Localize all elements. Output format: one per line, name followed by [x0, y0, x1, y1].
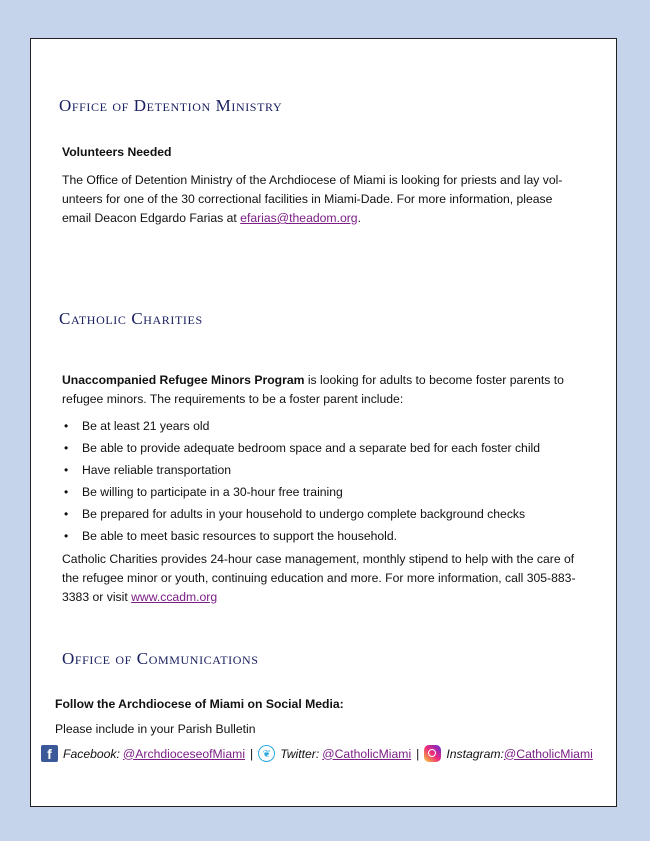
- communications-heading: Office of Communications: [62, 649, 259, 668]
- twitter-icon: ❦: [258, 745, 275, 762]
- bulletin-page: [30, 38, 617, 807]
- facebook-icon: f: [41, 745, 58, 762]
- program-name: Unaccompanied Refugee Minors Program: [62, 373, 305, 387]
- facebook-label: Facebook:: [63, 746, 120, 761]
- separator: |: [250, 746, 254, 761]
- twitter-label: Twitter:: [280, 746, 320, 761]
- list-item: • Be prepared for adults in your household to undergo complete background checks: [62, 503, 592, 525]
- detention-subheading: Volunteers Needed: [62, 145, 172, 159]
- separator: |: [416, 746, 420, 761]
- detention-email-link[interactable]: efarias@theadom.org: [240, 211, 358, 225]
- list-item: • Be able to meet basic resources to support the household.: [62, 525, 592, 547]
- instagram-icon: [424, 745, 441, 762]
- instagram-link[interactable]: @CatholicMiami: [503, 746, 593, 761]
- charities-heading: Catholic Charities: [59, 309, 203, 328]
- charities-intro: Unaccompanied Refugee Minors Program is looking for adults to become foster parents to refugee minors. The requirements to be a foster parent include:: [62, 373, 564, 406]
- list-item: • Be able to provide adequate bedroom space and a separate bed for each foster child: [62, 437, 592, 459]
- list-item: • Have reliable transportation: [62, 459, 592, 481]
- detention-heading: Office of Detention Ministry: [59, 96, 283, 115]
- list-item: • Be at least 21 years old: [62, 415, 592, 437]
- facebook-link[interactable]: @ArchdioceseofMiami: [122, 746, 246, 761]
- requirements-list: [62, 415, 592, 547]
- social-links: [41, 745, 593, 762]
- twitter-link[interactable]: @CatholicMiami: [322, 746, 412, 761]
- list-item: • Be willing to participate in a 30-hour free training: [62, 481, 592, 503]
- detention-body: The Office of Detention Ministry of the Archdiocese of Miami is looking for priests and lay volunteers for one of the 30 correctional facilities in Miami-Dade. For more information, please email Deacon Edgardo Farias at efarias@theadom.org.: [62, 173, 563, 225]
- instagram-label: Instagram:: [446, 746, 504, 761]
- bulletin-note: Please include in your Parish Bulletin: [55, 722, 256, 736]
- charities-website-link[interactable]: www.ccadm.org: [131, 590, 218, 604]
- charities-closing: Catholic Charities provides 24-hour case management, monthly stipend to help with the care of the refugee minor or youth, continuing education and more. For more information, call 305-883-3383 or visit www.ccadm.org: [62, 552, 576, 604]
- detention-body-text: The Office of Detention Ministry of the Archdiocese of Miami is looking for priests and lay volunteers for one of the 30 correctional facilities in Miami-Dade. For more information, please email Deacon Edgardo Farias at: [62, 173, 563, 225]
- follow-text: Follow the Archdiocese of Miami on Social Media:: [55, 697, 344, 711]
